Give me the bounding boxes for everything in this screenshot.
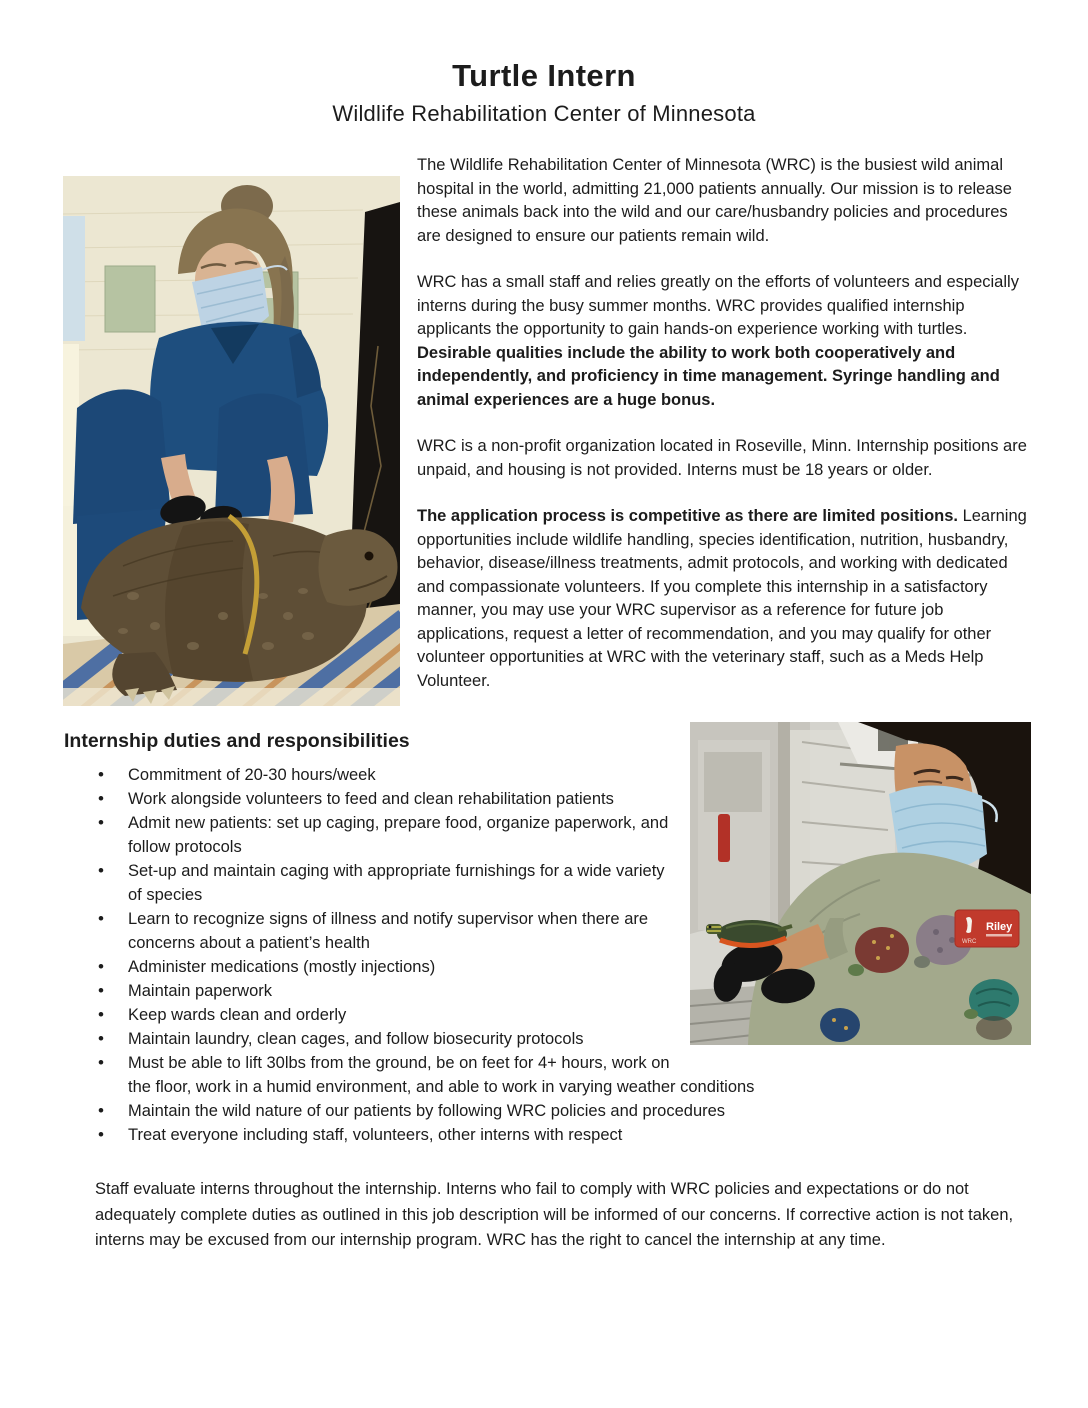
intro-text-column xyxy=(417,154,1031,706)
document-header xyxy=(0,0,1088,127)
duty-item: • Learn to recognize signs of illness and notify supervisor when there are concerns about a patient’s health xyxy=(128,907,1031,955)
duties-heading: Internship duties and responsibilities xyxy=(64,730,410,752)
intro-paragraph-3: WRC is a non-profit organization located in Roseville, Minn. Internship positions are unpaid, and housing is not provided. Interns must be 18 years or older. xyxy=(417,437,1027,479)
badge-org-text: WRC xyxy=(962,939,977,945)
photo-snapping-turtle-exam-image xyxy=(63,176,400,706)
duty-item: • Set-up and maintain caging with appropriate furnishings for a wide variety of species xyxy=(128,859,1031,907)
duties-section xyxy=(64,730,1031,1147)
duty-item: • Must be able to lift 30lbs from the ground, be on feet for 4+ hours, work on the floor, work in a humid environment, and able to work in varying weather conditions xyxy=(128,1051,1031,1099)
closing-paragraph: Staff evaluate interns throughout the internship. Interns who fail to comply with WRC policies and expectations or do not adequately complete duties as outlined in this job description will be informed of our concerns. If corrective action is not taken, interns may be excused from our internship program. WRC has the right to cancel the internship at any time. xyxy=(95,1180,1014,1249)
badge-name-text: Riley xyxy=(986,921,1013,933)
intro-section xyxy=(63,154,1031,706)
window xyxy=(63,216,85,341)
page-subtitle: Wildlife Rehabilitation Center of Minnesota xyxy=(332,101,756,126)
intro-paragraph-4: The application process is competitive as there are limited positions. Learning opportunities include wildlife handling, species identification, nutrition, husbandry, behavior, disease/illness treatments, admit protocols, and working with dedicated and compassionate volunteers. If you complete this internship in a satisfactory manner, you may use your WRC supervisor as a reference for future job applications, request a letter of recommendation, and you may qualify for other volunteer opportunities at WRC with the veterinary staff, such as a Meds Help Volunteer. xyxy=(417,507,1027,690)
duty-item: • Administer medications (mostly injections) xyxy=(128,955,1031,979)
duty-item: • Commitment of 20-30 hours/week xyxy=(128,763,1031,787)
duty-item: • Work alongside volunteers to feed and clean rehabilitation patients xyxy=(128,787,1031,811)
duty-item: • Maintain paperwork xyxy=(128,979,1031,1003)
duty-item: • Maintain the wild nature of our patients by following WRC policies and procedures xyxy=(128,1099,1031,1123)
duty-item: • Keep wards clean and orderly xyxy=(128,1003,1031,1027)
intro-paragraph-2: WRC has a small staff and relies greatly on the efforts of volunteers and especially interns during the busy summer months. WRC provides qualified internship applicants the opportunity to gain hands-on experience working with turtles. Desirable qualities include the ability to work both cooperatively and independently, and proficiency in time management. Syringe handling and animal experiences are a huge bonus. xyxy=(417,273,1019,409)
duty-item: • Treat everyone including staff, volunteers, other interns with respect xyxy=(128,1123,1031,1147)
duty-item: • Maintain laundry, clean cages, and follow biosecurity protocols xyxy=(128,1027,1031,1051)
page-title: Turtle Intern xyxy=(452,58,636,93)
turtle-head xyxy=(318,529,397,606)
duties-list xyxy=(64,763,1031,1147)
intro-paragraph-1: The Wildlife Rehabilitation Center of Minnesota (WRC) is the busiest wild animal hospital in the world, admitting 21,000 patients annually. Our mission is to release these animals back into the wild and our care/husbandry policies and procedures are designed to ensure our patients remain wild. xyxy=(417,156,1012,245)
photo-snapping-turtle-exam xyxy=(63,176,400,706)
green-door-left xyxy=(105,266,155,332)
duty-item: • Admit new patients: set up caging, prepare food, organize paperwork, and follow protocols xyxy=(128,811,1031,859)
